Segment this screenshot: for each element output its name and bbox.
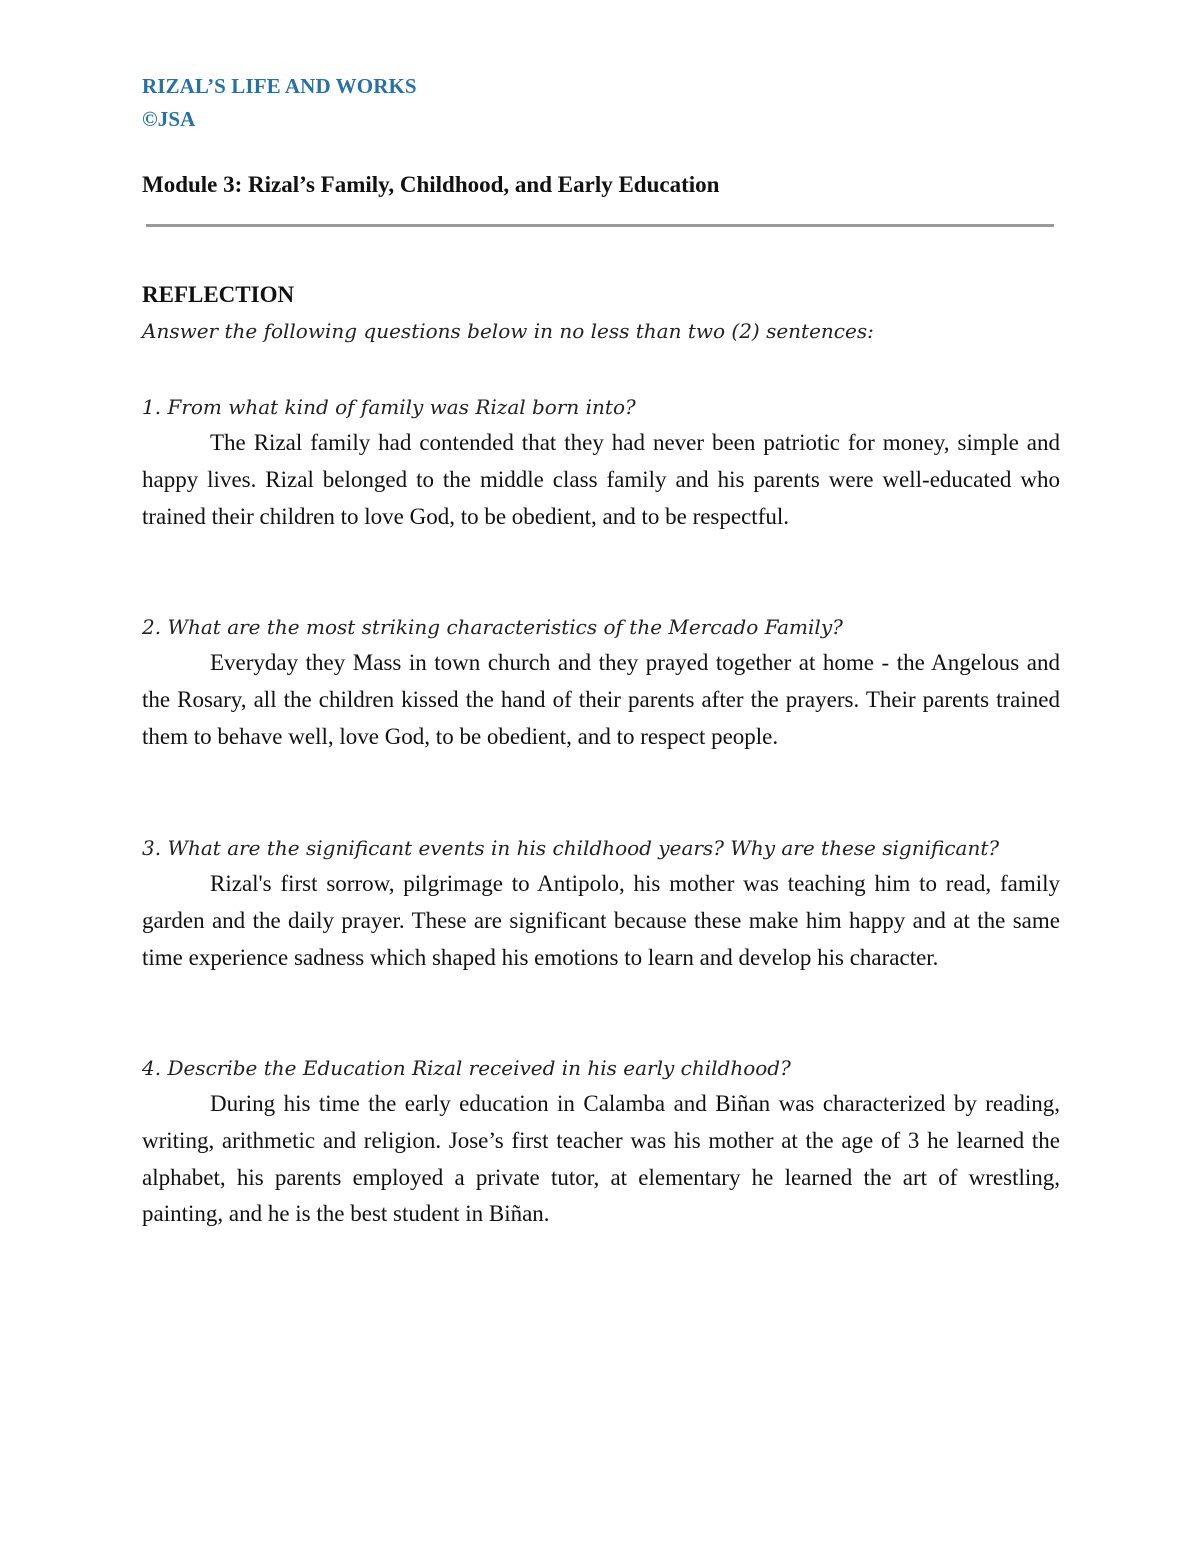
question-block bbox=[142, 389, 1060, 535]
question-block bbox=[142, 830, 1060, 976]
horizontal-divider bbox=[146, 224, 1054, 227]
reflection-instructions: Answer the following questions below in no less than two (2) sentences: bbox=[142, 319, 874, 343]
question-text: 4. Describe the Education Rizal received in his early childhood? bbox=[142, 1056, 791, 1080]
question-text: 2. What are the most striking characteristics of the Mercado Family? bbox=[142, 615, 843, 639]
module-title: Module 3: Rizal’s Family, Childhood, and Early Education bbox=[142, 172, 720, 197]
answer-text: Everyday they Mass in town church and they prayed together at home - the Angelous and the Rosary, all the children kissed the hand of their parents after the prayers. Their parents trained them to behave well, love God, to be obedient, and to respect people. bbox=[142, 650, 1060, 749]
question-block bbox=[142, 609, 1060, 755]
answer-text: The Rizal family had contended that they had never been patriotic for money, simple and happy lives. Rizal belonged to the middle class family and his parents were well-educated who trained their children to love God, to be obedient, and to be respectful. bbox=[142, 430, 1060, 529]
reflection-heading: REFLECTION bbox=[142, 282, 295, 307]
copyright-line: ©JSA bbox=[142, 107, 196, 131]
question-text: 1. From what kind of family was Rizal born into? bbox=[142, 395, 636, 419]
answer-text: Rizal's first sorrow, pilgrimage to Antipolo, his mother was teaching him to read, family garden and the daily prayer. These are significant because these make him happy and at the same time experience sadness which shaped his emotions to learn and develop his character. bbox=[142, 871, 1060, 970]
course-title: RIZAL’S LIFE AND WORKS bbox=[142, 74, 417, 98]
question-block bbox=[142, 1050, 1060, 1233]
question-text: 3. What are the significant events in his childhood years? Why are these significant? bbox=[142, 836, 1000, 860]
answer-text: During his time the early education in Calamba and Biñan was characterized by reading, writing, arithmetic and religion. Jose’s first teacher was his mother at the age of 3 he learned the alphabet, his parents employed a private tutor, at elementary he learned the art of wrestling, painting, and he is the best student in Biñan. bbox=[142, 1091, 1060, 1227]
